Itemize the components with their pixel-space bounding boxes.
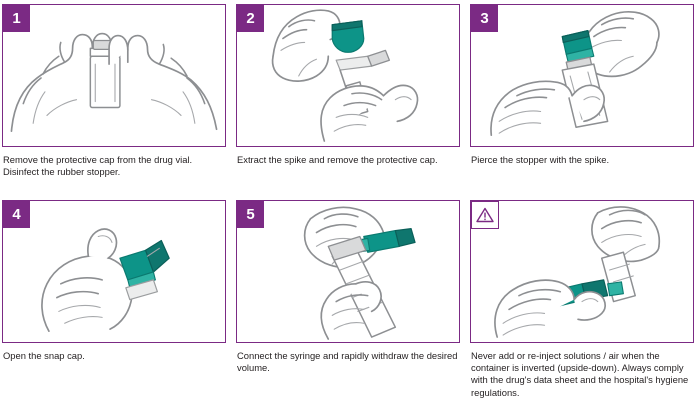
step-caption-1: Remove the protective cap from the drug vial. Disinfect the rubber stopper. — [3, 154, 193, 178]
step-panel-3 — [470, 4, 694, 147]
step-caption-4: Open the snap cap. — [3, 350, 85, 361]
step-badge-4: 4 — [3, 201, 30, 228]
spike-cap-removal-icon — [237, 5, 459, 146]
step-badge-2: 2 — [237, 5, 264, 32]
step-panel-1 — [2, 4, 226, 147]
step-caption-5: Connect the syringe and rapidly withdraw the desired volume. — [237, 350, 458, 374]
step-badge-1: 1 — [3, 5, 30, 32]
connect-syringe-icon — [237, 201, 459, 342]
step-caption-3: Pierce the stopper with the spike. — [471, 154, 610, 165]
step-cell-5 — [236, 200, 468, 390]
step-panel-2 — [236, 4, 460, 147]
step-cell-1 — [2, 4, 234, 194]
step-caption-warning: Never add or re-inject solutions / air when the container is inverted (upside-down). Always comply with the drug's data sheet and the hospital's hygiene regulations. — [471, 350, 689, 398]
step-cell-warning — [470, 200, 700, 398]
open-snap-cap-icon — [3, 201, 225, 342]
step-panel-warning — [470, 200, 694, 343]
step-badge-5: 5 — [237, 201, 264, 228]
step-cell-2 — [236, 4, 468, 194]
hand-holding-vial-icon — [3, 5, 225, 146]
step-panel-5 — [236, 200, 460, 343]
step-badge-3: 3 — [471, 5, 498, 32]
step-cell-3 — [470, 4, 700, 194]
warning-triangle-icon — [471, 201, 499, 229]
pierce-stopper-icon — [471, 5, 693, 146]
step-panel-4 — [2, 200, 226, 343]
inverted-container-warning-icon — [471, 201, 693, 342]
step-caption-2: Extract the spike and remove the protective cap. — [237, 154, 438, 165]
step-cell-4 — [2, 200, 234, 390]
